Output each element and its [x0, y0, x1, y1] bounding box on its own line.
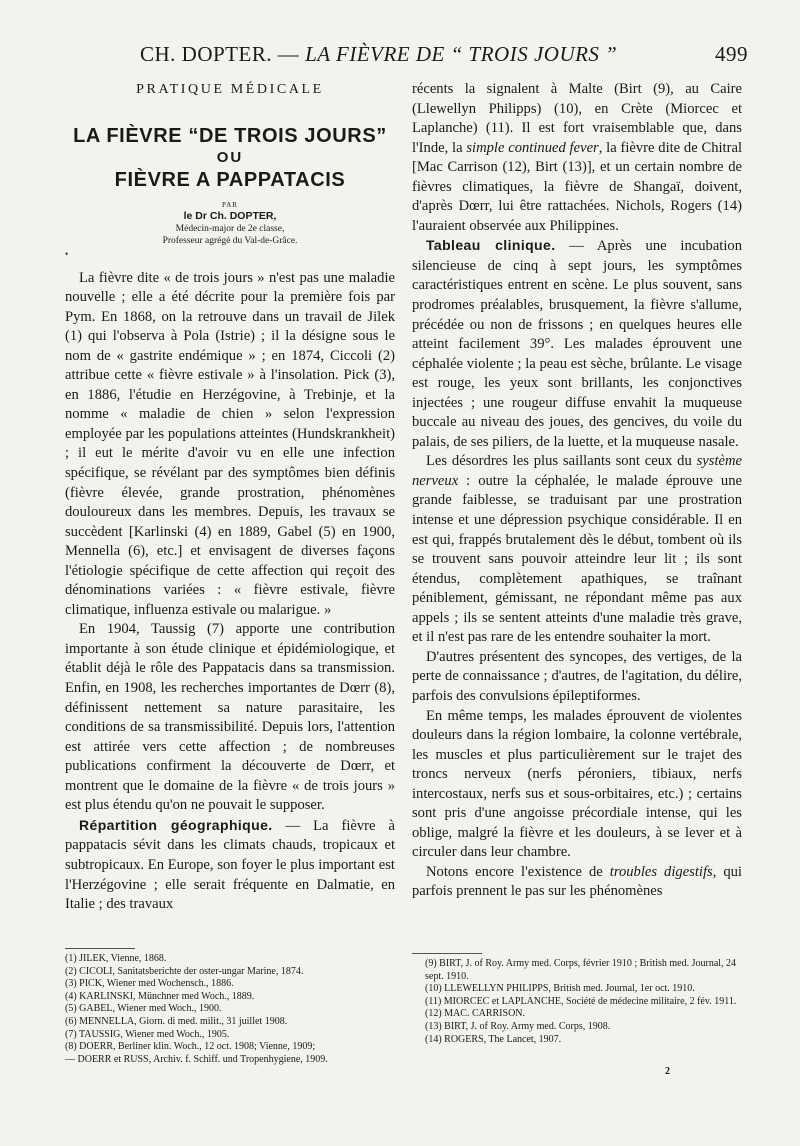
running-author: CH. DOPTER. — [140, 42, 300, 66]
paragraph-nervous [412, 452, 742, 647]
footnote: (2) CICOLI, Sanitatsberichte der oster-ungar Marine, 1874. [65, 965, 304, 977]
footnote: (11) MIORCEC et LAPLANCHE, Société de médecine militaire, 2 fév. 1911. [425, 995, 737, 1007]
footnote: — DOERR et RUSS, Archiv. f. Schiff. und Tropenhygiene, 1909. [65, 1053, 328, 1065]
paragraph-taussig: En 1904, Taussig (7) apporte une contribution importante à son étude clinique et épidémiologique, et établit déjà le rôle des Pappatacis dans sa transmission. Enfin, en 1908, les recherches importantes de Dœrr (8), définissent nettement sa nature parasitaire, les conditions de sa transmissibilité. Depuis lors, l'attention est attirée vers cette affection ; de nombreuses publications confirment la découverte de Dœrr, et montrent que le domaine de la fièvre « de trois jours » est plus étendu qu'on ne pouvait le supposer. [65, 621, 395, 814]
paragraph-geography-cont-a: récents la signalent à Malte (Birt (9), au Caire (Llewellyn Philipps) (10), en Crète (Miorcec et Laplanche) (11). Il est fort vraisemblable que, dans l'Inde, la [412, 81, 742, 156]
author-name: le Dr Ch. DOPTER, [183, 209, 277, 222]
footnote: (9) BIRT, J. of Roy. Army med. Corps, février 1910 ; British med. Journal, 24 sept. 1910. [425, 958, 737, 982]
ornament-bullet: • [65, 248, 69, 259]
left-column [65, 80, 395, 915]
paragraph-geography-cont [412, 80, 742, 236]
paragraph-clinical [412, 236, 742, 452]
paragraph-syncopes: D'autres présentent des syncopes, des vertiges, de la perte de connaissance ; d'autres, de l'agitation, du délire, parfois des convulsions épileptiformes. [412, 648, 742, 704]
footnote: (7) TAUSSIG, Wiener med Woch., 1905. [65, 1028, 230, 1040]
paragraph-digestive-b: , qui parfois prennent le pas sur les phénomènes [412, 863, 742, 900]
footnotes-right [425, 958, 743, 1046]
paragraph-geography-cont-b: , la fièvre dite de Chitral [Mac Carrison (12), Birt (13)], et un certain nombre de fièvres climatiques, la fièvre de Shangaï, doivent, d'après Dœrr, lui être rattachées. Nichols, Rogers (14) l'auraient observée aux Philippines. [412, 139, 743, 234]
paragraph-intro: La fièvre dite « de trois jours » n'est pas une maladie nouvelle ; elle a été décrite pour la première fois par Pym. En 1868, on la retrouve dans un travail de Jilek (1) qui l'observa à Pola (Istrie) ; il la désigne sous le nom de « gastrite endémique » ; en 1874, Ciccoli (2) attribue cette « fièvre estivale » à l'insolation. Pick (3), en 1886, l'étudie en Herzégovine, à Trebinje, et la nomme « maladie de chien » selon l'expression employée par les populations atteintes (Hundskrankheit) ; il eut le mérite d'avoir vu en elle une infection spécifique, se révélant par des symptômes bien définis (fièvre élevée, grande prostration, phénomènes douloureux dans les membres. Depuis, les travaux se succèdent [Karlinski (4) en 1889, Gabel (5) en 1900, Mennella (6), etc.] et envisagent de diverses façons l'étiologie spécifique de cette affection qui reçoit des dénominations variées : « fièvre estivale, fièvre climatique, influenza estivale ou malarigue. » [65, 269, 395, 618]
footnote: (6) MENNELLA, Giorn. di med. milit., 31 juillet 1908. [65, 1015, 288, 1027]
footnote-rule-right [412, 953, 482, 954]
running-header [58, 42, 748, 74]
signature-mark: 2 [665, 1066, 670, 1077]
heading-geography: Répartition géographique. [79, 816, 273, 833]
footnote: (13) BIRT, J. of Roy. Army med. Corps, 1908. [425, 1020, 611, 1032]
footnote: (12) MAC. CARRISON. [425, 1008, 526, 1020]
article-title-line1: LA FIÈVRE “DE TROIS JOURS” [73, 124, 387, 147]
paragraph-digestive-a: Notons encore l'existence de [426, 863, 610, 880]
page-number: 499 [715, 42, 748, 66]
author-credit-2: Professeur agrégé du Val-de-Grâce. [162, 235, 298, 246]
author-credit-1: Médecin-major de 2e classe, [175, 223, 285, 234]
footnote: (10) LLEWELLYN PHILIPPS, British med. Journal, 1er oct. 1910. [425, 983, 695, 995]
term-systeme-nerveux: système nerveux [412, 453, 742, 489]
article-title-or: OU [216, 148, 244, 166]
paragraph-clinical-text: — Après une incubation silencieuse de cinq à sept jours, les symptômes caractéristiques entrent en scène. Le plus souvent, sans prodromes préalables, brusquement, la fièvre s'allume, précédée ou non de frissons ; en quelques heures elle atteint facilement 39°. Les malades éprouvent une céphalée violente ; la peau est sèche, brûlante. Le visage est rouge, les yeux sont brillants, les conjonctives injectées ; une rougeur diffuse envahit la muqueuse buccale au niveau des joues, des gencives, du voile du palais, de ses piliers, de la luette, et la muqueuse nasale. [412, 238, 742, 450]
byline: PAR [222, 200, 238, 209]
right-column [412, 80, 742, 902]
paragraph-geography [65, 816, 395, 915]
heading-clinical: Tableau clinique. [426, 237, 556, 254]
article-title-line2: FIÈVRE A PAPPATACIS [114, 168, 346, 191]
running-article-title: LA FIÈVRE DE “ TROIS JOURS ” [305, 42, 618, 66]
paragraph-pain: En même temps, les malades éprouvent de violentes douleurs dans la région lombaire, la colonne vertébrale, les muscles et plus particulièrement sur le trajet des troncs nerveux (nerfs péroniers, tibiaux, nerfs intercostaux, nerfs sus et sous-orbitaires, etc.) ; certains sont pris d'une angoisse précordiale intense, qui les oblige, malgré la fièvre et les douleurs, à se lever et à circuler dans leur chambre. [412, 707, 742, 861]
term-troubles-digestifs: troubles digestifs [609, 863, 713, 880]
footnote-rule-left [65, 948, 135, 949]
footnote: (4) KARLINSKI, Münchner med Woch., 1889. [65, 990, 255, 1002]
footnotes-left [65, 953, 395, 1066]
running-title [140, 42, 617, 67]
paragraph-nervous-b: : outre la céphalée, le malade éprouve une grande faiblesse, se traduisant par une prostration intense et une dépression psychique considérable. Il en est qui, frappés brutalement dès le début, tombent où ils se trouvent sans pouvoir atteindre leur lit ; ils sont étendus, complètement apathiques, se traînant péniblement, gémissant, ne répondant même pas aux appels ; ils se sentent atteints d'une maladie très grave, et il n'est pas rare de les entendre souhaiter la mort. [412, 472, 742, 646]
paragraph-nervous-a: Les désordres les plus saillants sont ceux du [426, 453, 697, 470]
section-label: PRATIQUE MÉDICALE [136, 82, 324, 97]
footnote: (3) PICK, Wiener med Wochensch., 1886. [65, 978, 234, 990]
footnote: (5) GABEL, Wiener med Woch., 1900. [65, 1003, 222, 1015]
paragraph-geography-text: — La fièvre à pappatacis sévit dans les climats chauds, tropicaux et subtropicaux. En Europe, son foyer le plus important est l'Herzégovine ; elle serait fréquente en Dalmatie, en Italie ; des travaux [65, 817, 395, 913]
paragraph-digestive [412, 863, 742, 902]
footnote: (1) JILEK, Vienne, 1868. [65, 953, 167, 964]
term-simple-continued-fever: simple continued fever [466, 139, 599, 156]
footnote: (14) ROGERS, The Lancet, 1907. [425, 1033, 562, 1045]
footnote: (8) DOERR, Berliner klin. Woch., 12 oct. 1908; Vienne, 1909; [65, 1041, 316, 1053]
